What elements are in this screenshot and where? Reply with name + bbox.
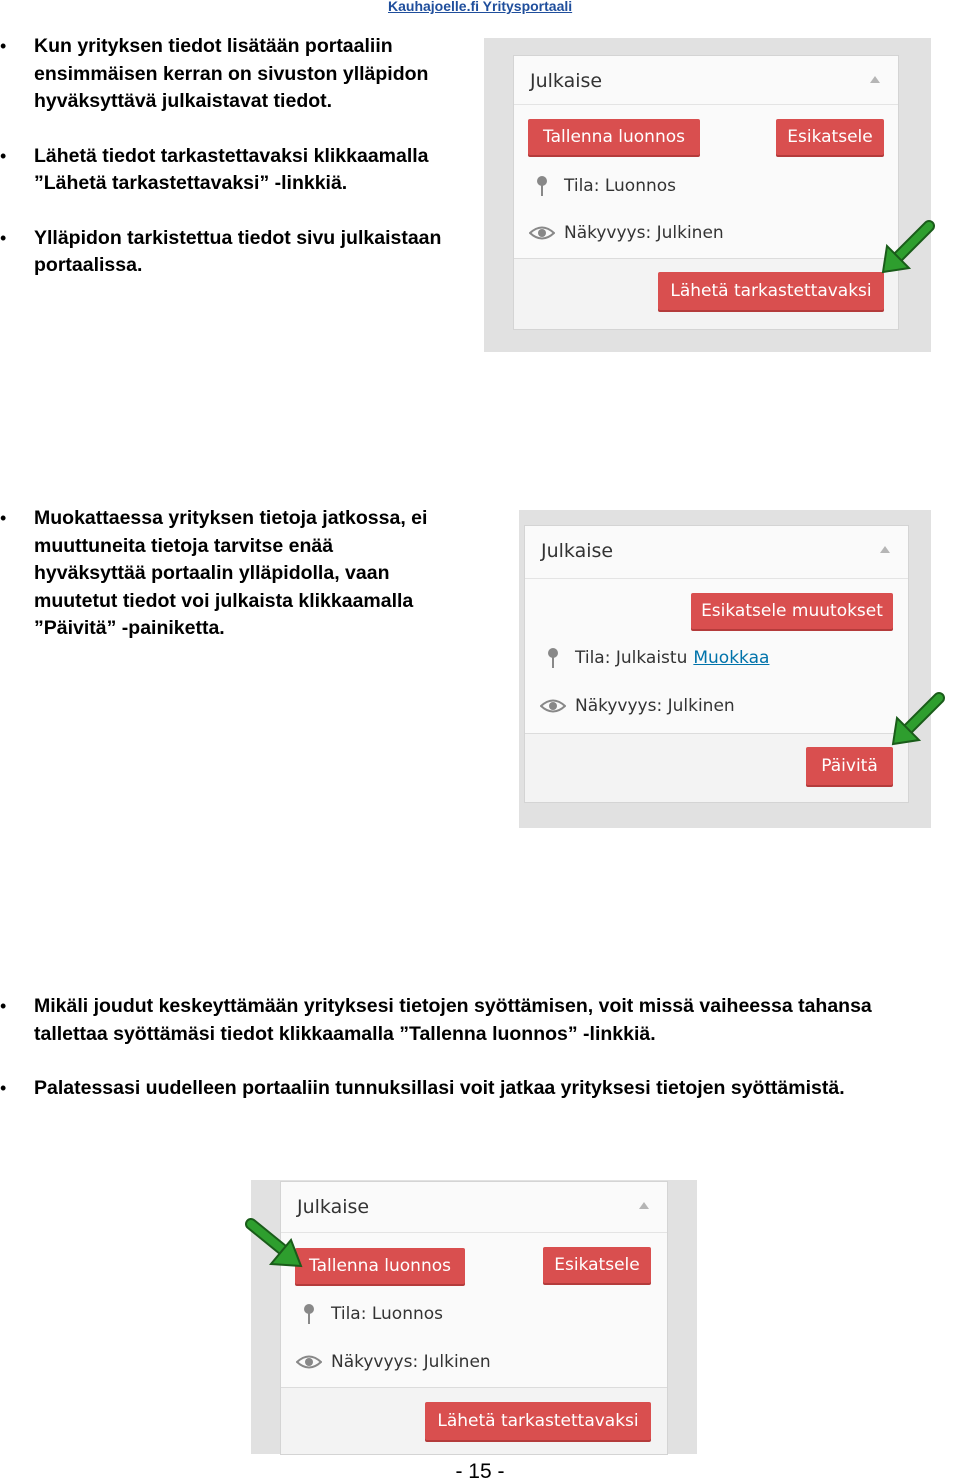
section1-bullets (0, 33, 470, 280)
visibility-label: Näkyvyys: Julkinen (331, 1352, 491, 1372)
bullet-item: • Ylläpidon tarkistettua tiedot sivu julkaistaan portaalissa. (0, 225, 470, 280)
green-arrow-icon (889, 690, 949, 750)
publish-box-header (525, 526, 908, 579)
pin-icon (528, 176, 556, 196)
eye-icon (539, 696, 567, 716)
bullet-item: • Palatessasi uudelleen portaaliin tunnuksillasi voit jatkaa yrityksesi tietojen syöttämistä. (0, 1075, 960, 1103)
status-label: Tila: Luonnos (331, 1304, 444, 1324)
status-row (295, 1304, 443, 1324)
collapse-toggle-icon[interactable] (880, 546, 890, 553)
publish-box-header (281, 1182, 667, 1233)
publish-panel-screenshot-2 (519, 510, 931, 828)
section3-bullets (0, 993, 960, 1103)
site-header-link[interactable]: Kauhajoelle.fi Yritysportaali (388, 0, 573, 14)
submit-for-review-button[interactable]: Lähetä tarkastettavaksi (658, 272, 884, 310)
status-label: Tila: Luonnos (564, 176, 677, 196)
visibility-row (295, 1352, 491, 1372)
bullet-item: • Kun yrityksen tiedot lisätään portaaliin ensimmäisen kerran on sivuston ylläpidon hyväksyttävä julkaistavat tiedot. (0, 33, 470, 116)
publish-box-footer (514, 258, 898, 329)
publish-box (514, 56, 898, 329)
bullet-item: • Lähetä tiedot tarkastettavaksi klikkaamalla ”Lähetä tarkastettavaksi” -linkkiä. (0, 143, 470, 198)
section2-bullets (0, 505, 440, 643)
publish-panel-screenshot-3 (251, 1180, 697, 1454)
green-arrow-icon (245, 1216, 305, 1272)
publish-box-title: Julkaise (541, 540, 614, 562)
publish-box-title: Julkaise (297, 1196, 370, 1218)
publish-panel-screenshot-1 (484, 38, 931, 352)
publish-box-header (514, 56, 898, 105)
green-arrow-icon (879, 218, 939, 278)
eye-icon (528, 223, 556, 243)
publish-box (525, 526, 908, 802)
visibility-row (539, 696, 735, 716)
save-draft-button[interactable]: Tallenna luonnos (528, 119, 700, 155)
edit-status-link[interactable]: Muokkaa (693, 648, 770, 668)
preview-button[interactable]: Esikatsele (543, 1247, 651, 1283)
visibility-label: Näkyvyys: Julkinen (575, 696, 735, 716)
pin-icon (295, 1304, 323, 1324)
bullet-item: • Mikäli joudut keskeyttämään yrityksesi tietojen syöttämisen, voit missä vaiheessa tahansa tallettaa syöttämäsi tiedot klikkaamalla ”Tallenna luonnos” -linkkiä. (0, 993, 929, 1048)
visibility-label: Näkyvyys: Julkinen (564, 223, 724, 243)
save-draft-button[interactable]: Tallenna luonnos (295, 1248, 465, 1284)
pin-icon (539, 648, 567, 668)
publish-box-footer (281, 1387, 667, 1454)
preview-button[interactable]: Esikatsele (776, 119, 884, 155)
bullet-item: • Muokattaessa yrityksen tietoja jatkossa, ei muuttuneita tietoja tarvitse enää hyväksyttää portaalin ylläpidolla, vaan muutetut tiedot voi julkaista klikkaamalla ”Päivitä” -painiketta. (0, 505, 440, 643)
eye-icon (295, 1352, 323, 1372)
status-row (528, 176, 676, 196)
preview-changes-button[interactable]: Esikatsele muutokset (691, 593, 893, 629)
visibility-row (528, 223, 724, 243)
page-number: - 15 - (455, 1460, 505, 1483)
submit-for-review-button[interactable]: Lähetä tarkastettavaksi (425, 1402, 651, 1440)
publish-box-title: Julkaise (530, 70, 603, 92)
status-label: Tila: Julkaistu (575, 648, 688, 668)
publish-box-footer (525, 733, 908, 802)
collapse-toggle-icon[interactable] (639, 1202, 649, 1209)
update-button[interactable]: Päivitä (806, 747, 893, 785)
collapse-toggle-icon[interactable] (870, 76, 880, 83)
status-row (539, 648, 769, 668)
publish-box (281, 1182, 667, 1454)
